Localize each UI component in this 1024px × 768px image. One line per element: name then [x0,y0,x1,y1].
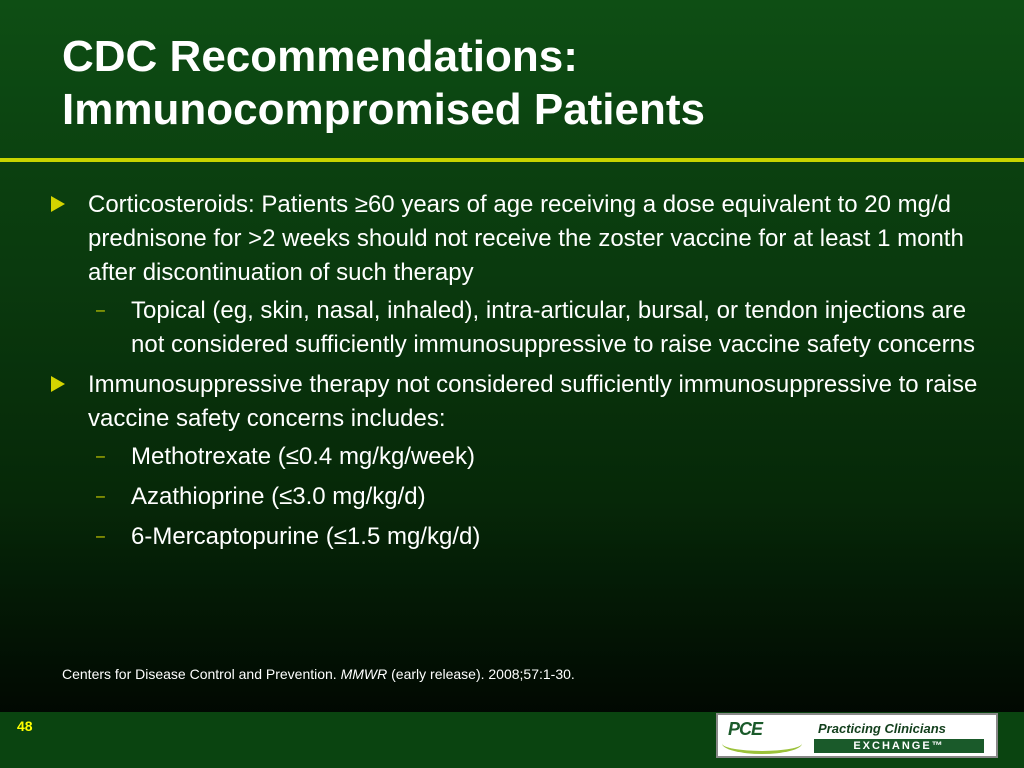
reference-citation [62,666,962,682]
title-line-2: Immunocompromised Patients [62,85,706,134]
title-divider [0,158,1024,162]
reference-suffix: (early release). 2008;57:1-30. [387,666,575,682]
bullet-item [44,188,994,290]
sub-bullet-text: Methotrexate (≤0.4 mg/kg/week) [131,443,475,470]
bullet-text: Corticosteroids: Patients ≥60 years of age receiving a dose equivalent to 20 mg/d prednisone for >2 weeks should not receive the zoster vaccine for at least 1 month after discontinuation of such therapy [88,191,964,286]
dash-bullet-icon: – [96,528,105,545]
sub-bullet-item [44,294,994,362]
sub-bullet-item [44,480,994,514]
bullet-text: Immunosuppressive therapy not considered sufficiently immunosuppressive to raise vaccine safety concerns includes: [88,371,978,432]
logo-line-1: Practicing Clinicians [818,721,946,736]
dash-bullet-icon: – [96,488,105,505]
sub-bullet-item [44,440,994,474]
reference-journal: MMWR [340,666,388,682]
sub-bullet-text: Azathioprine (≤3.0 mg/kg/d) [131,483,426,510]
triangle-bullet-icon [51,196,65,212]
pce-logo [716,713,998,758]
sub-bullet-text: Topical (eg, skin, nasal, inhaled), intra-articular, bursal, or tendon injections are not considered sufficiently immunosuppressive to raise vaccine safety concerns [131,297,975,358]
slide-content [44,188,994,560]
dash-bullet-icon: – [96,448,105,465]
triangle-bullet-icon [51,376,65,392]
logo-pce-mark: PCE [728,719,763,739]
sub-bullet-item [44,520,994,554]
slide-title [62,30,1002,136]
bullet-item [44,368,994,436]
dash-bullet-icon: – [96,302,105,319]
sub-bullet-text: 6-Mercaptopurine (≤1.5 mg/kg/d) [131,523,481,550]
page-number: 48 [17,718,33,734]
title-line-1: CDC Recommendations: [62,32,578,81]
logo-line-2: EXCHANGE™ [814,739,984,753]
reference-prefix: Centers for Disease Control and Prevention. [62,666,341,682]
